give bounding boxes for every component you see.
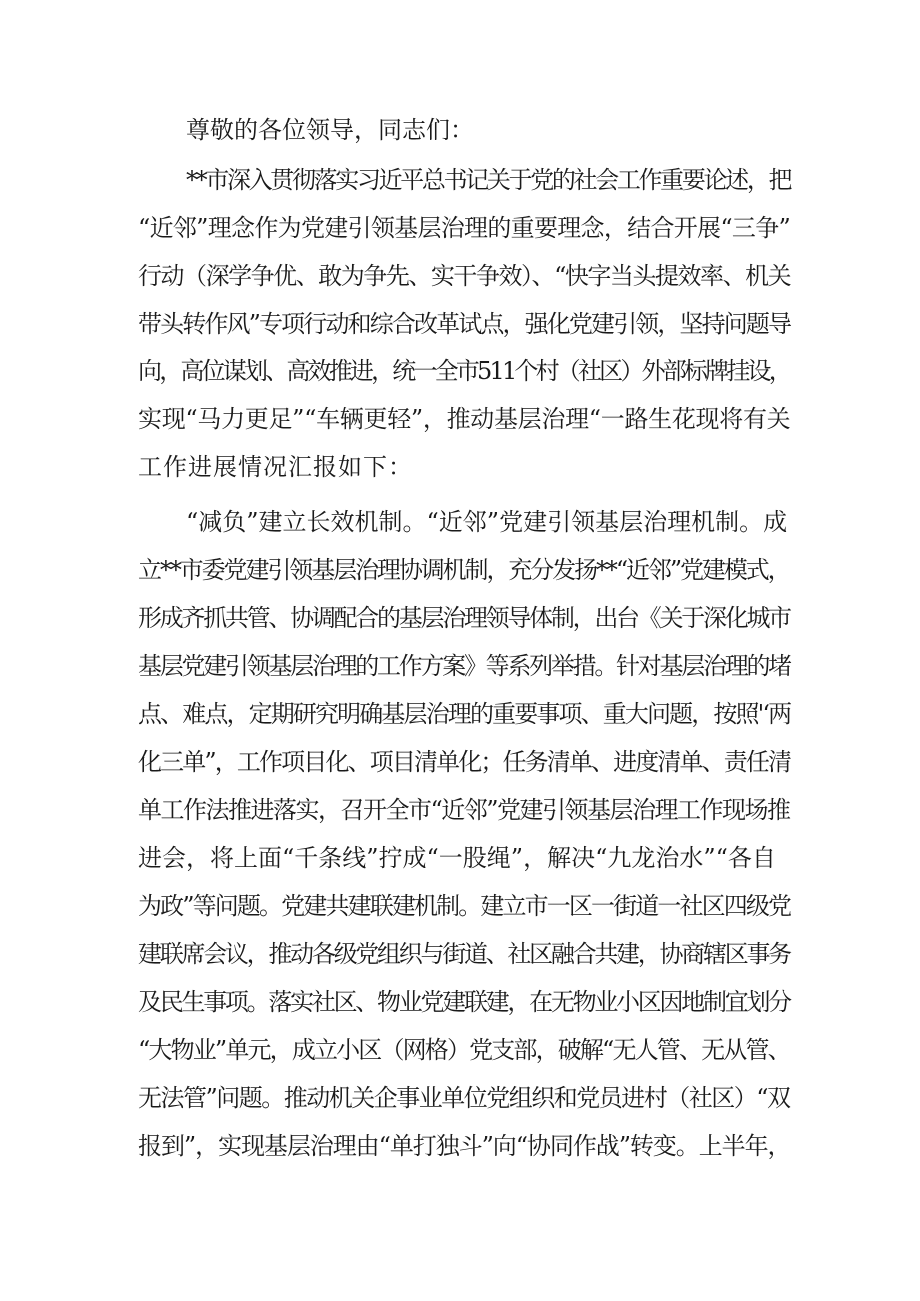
paragraph-2-line-9: 为政”等问题。党建共建联建机制。建立市一区一街道一社区四级党: [138, 892, 791, 920]
salutation: 尊敬的各位领导，同志们：: [186, 116, 474, 144]
paragraph-1-line-7: 工作进展情况汇报如下：: [138, 453, 413, 481]
paragraph-2-line-3: 形成齐抓共管、协调配合的基层治理领导体制，出台《关于深化城市: [138, 604, 790, 632]
paragraph-2-line-12: “大物业”单元，成立小区（网格）党支部，破解“无人管、无从管、: [138, 1036, 790, 1064]
paragraph-2-line-4: 基层党建引领基层治理的工作方案》等系列举措。针对基层治理的堵: [138, 652, 790, 680]
paragraph-2-line-2: 立**市委党建引领基层治理协调机制，充分发扬**“近邻”党建模式，: [138, 556, 790, 584]
paragraph-2-line-11: 及民生事项。落实社区、物业党建联建，在无物业小区因地制宜划分: [138, 988, 790, 1016]
paragraph-1-line-3: 行动（深学争优、敢为争先、实干争效）、“快字当头提效率、机关: [138, 262, 791, 290]
paragraph-2-line-5: 点、难点，定期研究明确基层治理的重要事项、重大问题，按照'‘两: [138, 700, 791, 728]
paragraph-2-line-13: 无法管”问题。推动机关企事业单位党组织和党员进村（社区）“双: [138, 1084, 790, 1112]
paragraph-2-line-7: 单工作法推进落实，召开全市“近邻”党建引领基层治理工作现场推: [138, 796, 790, 824]
paragraph-1-line-1: **市深入贯彻落实习近平总书记关于党的社会工作重要论述，把: [186, 166, 791, 194]
paragraph-2-line-6: 化三单”，工作项目化、项目清单化；任务清单、进度清单、责任清: [138, 748, 791, 776]
paragraph-2-line-14: 报到”，实现基层治理由“单打独斗”向“协同作战”转变。上半年，: [138, 1132, 791, 1160]
paragraph-1-line-5: 向，高位谋划、高效推进，统一全市511个村（社区）外部标牌挂设，: [138, 357, 790, 385]
paragraph-2-line-10: 建联席会议，推动各级党组织与街道、社区融合共建，协商辖区事务: [138, 940, 790, 968]
paragraph-1-line-6: 实现“马力更足”“车辆更轻”，推动基层治理“一路生花现将有关: [138, 405, 791, 433]
paragraph-1-line-4: 带头转作风”专项行动和综合改革试点，强化党建引领，坚持问题导: [138, 310, 791, 338]
paragraph-2-line-1: “减负”建立长效机制。“近邻”党建引领基层治理机制。成: [186, 508, 788, 536]
paragraph-1-line-2: “近邻”理念作为党建引领基层治理的重要理念，结合开展“三争”: [138, 214, 791, 242]
paragraph-2-line-8: 进会，将上面“千条线”拧成“一股绳”，解决“九龙治水”“各自: [138, 844, 776, 872]
